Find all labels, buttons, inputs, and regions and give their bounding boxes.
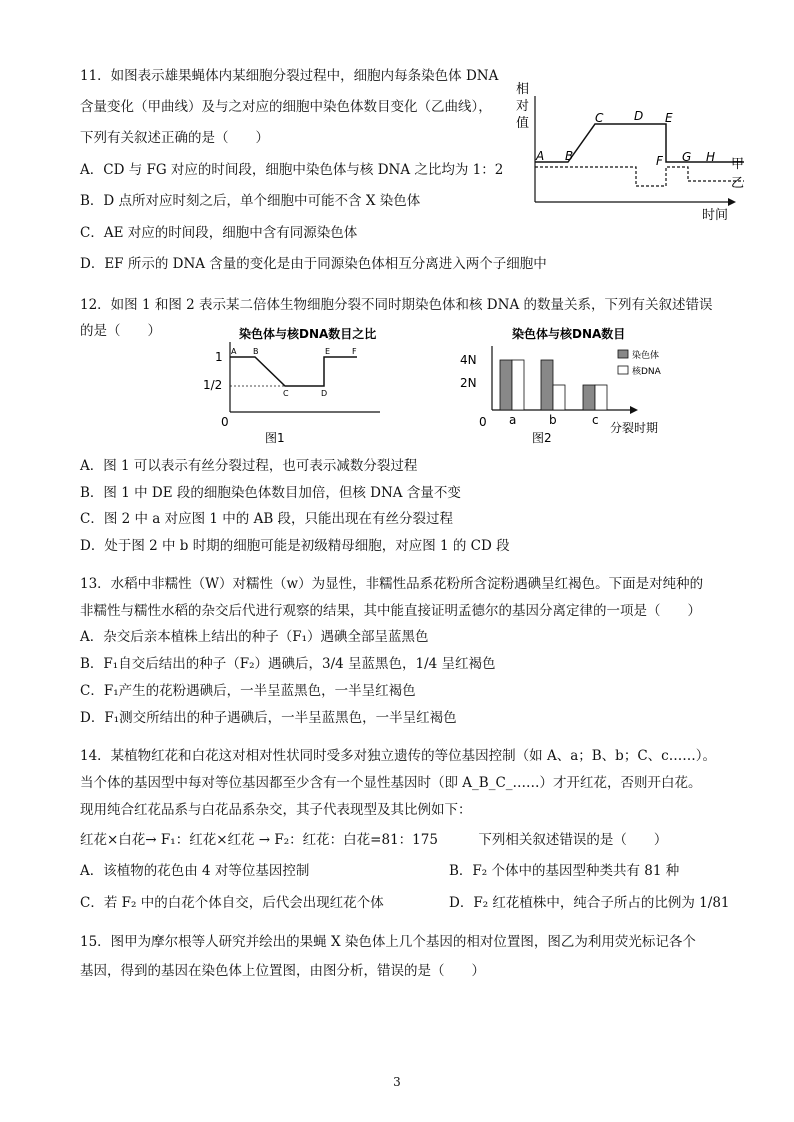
q12-fig1-point-d: D: [321, 389, 328, 398]
q15-stem-line1: 15．图甲为摩尔根等人研究并绘出的果蝇 X 染色体上几个基因的相对位置图，图乙为利用荧光标记各个: [80, 934, 696, 950]
q12-fig2-bar-chromosome-c: [583, 385, 595, 410]
q12-fig1-line: [230, 357, 357, 386]
q12-fig2-xlabel: 分裂时期: [610, 421, 659, 435]
q12-fig2-bar-dna-a: [512, 360, 524, 410]
q12-option-d: D．处于图 2 中 b 时期的细胞可能是初级精母细胞，对应图 1 的 CD 段: [80, 538, 510, 554]
q12-option-c: C．图 2 中 a 对应图 1 中的 AB 段，只能出现在有丝分裂过程: [80, 511, 454, 527]
q12-fig2-bar-dna-b: [553, 385, 565, 410]
q14-option-a: A．该植物的花色由 4 对等位基因控制: [80, 863, 310, 879]
page-number: 3: [393, 1075, 401, 1089]
q12-figure-2: [452, 324, 702, 446]
q11-curve-yi: [535, 167, 744, 186]
q11-point-b: B: [565, 149, 574, 163]
q13-option-c: C．F₁产生的花粉遇碘后，一半呈蓝黑色，一半呈红褐色: [80, 683, 416, 699]
q12-fig1-ytick-0: 0: [221, 415, 229, 429]
q12-fig2-legend-swatch-chromosome: [618, 350, 628, 358]
q13-stem-line1: 13．水稻中非糯性（W）对糯性（w）为显性，非糯性品系花粉所含淀粉遇碘呈红褐色。下面是对纯种的: [80, 576, 704, 592]
q12-fig1-ytick-half: 1/2: [203, 378, 223, 392]
q12-fig2-ytick-0: 0: [479, 415, 487, 429]
q12-fig2-bars: [500, 360, 607, 410]
q11-label-jia: 甲: [731, 157, 745, 172]
q12-fig1-point-c: C: [283, 389, 289, 398]
q12-fig2-bar-chromosome-a: [500, 360, 512, 410]
q12-fig2-x-arrow: [630, 406, 638, 414]
q12-stem-line1: 12．如图 1 和图 2 表示某二倍体生物细胞分裂不同时期染色体和核 DNA 的数量关系，下列有关叙述错误: [80, 297, 713, 313]
q11-ylabel-3: 值: [516, 116, 530, 131]
q12-fig2-ytick-4n: 4N: [460, 353, 477, 367]
q12-fig2-cat-c: c: [592, 413, 599, 427]
q11-option-b: B．D 点所对应时刻之后，单个细胞中可能不含 X 染色体: [80, 193, 421, 209]
q11-label-yi: 乙: [731, 176, 745, 191]
q11-point-f: F: [656, 154, 663, 168]
q13-option-d: D．F₁测交所结出的种子遇碘后，一半呈蓝黑色，一半呈红褐色: [80, 710, 457, 726]
q14-option-d: D．F₂ 红花植株中，纯合子所占的比例为 1/81: [449, 895, 730, 911]
q12-fig2-bar-chromosome-b: [541, 360, 553, 410]
q12-fig1-point-a: A: [231, 347, 237, 356]
q11-point-h: H: [706, 150, 716, 164]
q12-fig2-ytick-2n: 2N: [460, 376, 477, 390]
q12-option-a: A．图 1 可以表示有丝分裂过程，也可表示减数分裂过程: [80, 458, 418, 474]
q12-fig2-legend-dna: 核DNA: [632, 367, 661, 377]
q11-point-d: D: [634, 109, 644, 123]
q14-stem-line1: 14．某植物红花和白花这对相对性状同时受多对独立遗传的等位基因控制（如 A、a；B、b；C、c……）。: [80, 748, 716, 764]
q14-stem-line2: 当个体的基因型中每对等位基因都至少含有一个显性基因时（即 A_B_C_……）才开红花，否则开白花。: [80, 775, 702, 791]
q11-option-c: C．AE 对应的时间段，细胞中含有同源染色体: [80, 225, 358, 241]
q13-stem-line2: 非糯性与糯性水稻的杂交后代进行观察的结果，其中能直接证明孟德尔的基因分离定律的一项是（ ）: [80, 603, 701, 619]
q11-xlabel: 时间: [702, 208, 729, 223]
q14-option-b: B．F₂ 个体中的基因型种类共有 81 种: [449, 863, 680, 879]
q12-fig1-title: 染色体与核DNA数目之比: [239, 327, 377, 341]
q11-option-a: A．CD 与 FG 对应的时间段，细胞中染色体与核 DNA 之比均为 1：2: [80, 162, 504, 178]
q12-fig2-bar-dna-c: [595, 385, 607, 410]
q12-fig2-legend-swatch-dna: [618, 366, 628, 374]
q11-point-g: G: [682, 150, 692, 164]
q13-option-b: B．F₁自交后结出的种子（F₂）遇碘后，3/4 呈蓝黑色，1/4 呈红褐色: [80, 656, 496, 672]
q13-option-a: A．杂交后亲本植株上结出的种子（F₁）遇碘全部呈蓝黑色: [80, 629, 429, 645]
q12-fig2-cat-b: b: [549, 413, 557, 427]
q12-fig1-point-e: E: [325, 347, 331, 356]
q11-ylabel-1: 相: [516, 82, 530, 97]
q12-fig2-caption: 图2: [532, 431, 552, 445]
q14-stem-line3: 现用纯合红花品系与白花品系杂交，其子代表现型及其比例如下：: [80, 802, 472, 818]
q11-stem-line2: 含量变化（甲曲线）及与之对应的细胞中染色体数目变化（乙曲线），: [80, 99, 492, 115]
q15-stem-line2: 基因，得到的基因在染色体上位置图，由图分析，错误的是（ ）: [80, 963, 485, 979]
q11-stem-line1: 11．如图表示雄果蝇体内某细胞分裂过程中，细胞内每条染色体 DNA: [80, 68, 499, 84]
q11-ylabel-2: 对: [516, 99, 530, 114]
q12-fig1-caption: 图1: [265, 431, 285, 445]
q11-point-a: A: [536, 149, 545, 163]
q12-fig1-ytick-1: 1: [215, 350, 223, 364]
q11-x-arrow: [728, 198, 736, 206]
q12-figure-1: [197, 324, 392, 446]
q14-stem-line4: 红花×白花→ F₁：红花×红花 → F₂：红花：白花=81：175 下列相关叙述错误的是（ ）: [80, 832, 668, 848]
q12-option-b: B．图 1 中 DE 段的细胞染色体数目加倍，但核 DNA 含量不变: [80, 485, 461, 501]
q11-point-e: E: [665, 111, 673, 125]
q14-option-c: C．若 F₂ 中的白花个体自交，后代会出现红花个体: [80, 895, 384, 911]
q12-fig2-legend-chromosome: 染色体: [632, 351, 660, 361]
q12-fig1-point-b: B: [253, 347, 259, 356]
q11-figure: [508, 76, 758, 224]
q11-point-c: C: [595, 111, 604, 125]
q11-option-d: D．EF 所示的 DNA 含量的变化是由于同源染色体相互分离进入两个子细胞中: [80, 256, 547, 272]
q11-stem-line3: 下列有关叙述正确的是（ ）: [80, 130, 269, 146]
q12-stem-line2: 的是（ ）: [80, 323, 161, 339]
q12-fig1-point-f: F: [352, 347, 357, 356]
q12-fig2-title: 染色体与核DNA数目: [512, 327, 626, 341]
q12-fig2-cat-a: a: [509, 413, 517, 427]
